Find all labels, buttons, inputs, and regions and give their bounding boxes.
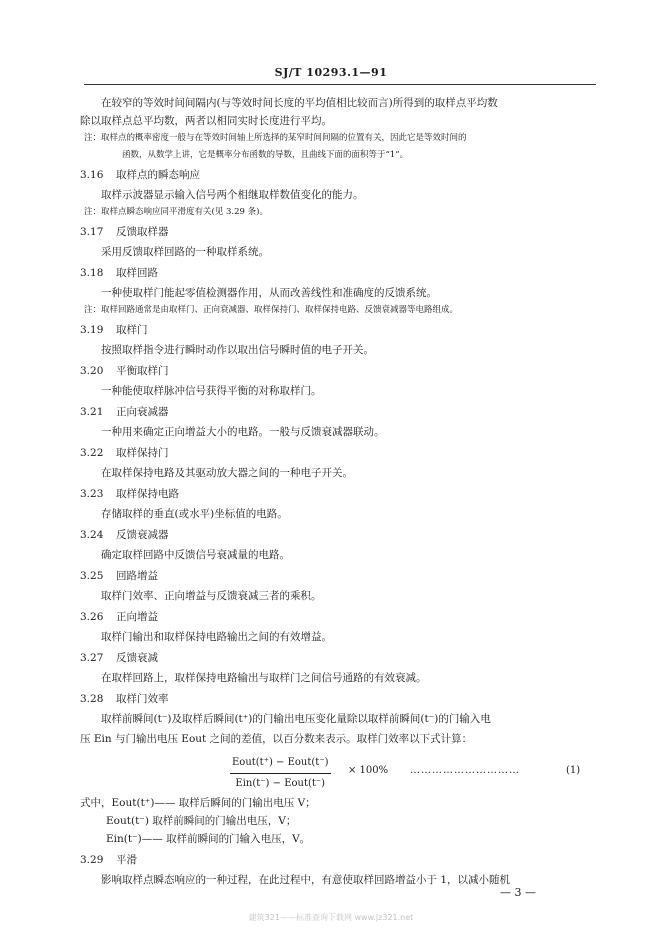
- term-definition: 一种能使取样脉冲信号获得平衡的对称取样门。: [101, 385, 322, 397]
- watermark: 建筑321——标准查询下载网 www.jz321.net: [248, 913, 414, 922]
- equation-number: (1): [566, 765, 581, 776]
- term-number: 3.17: [80, 226, 104, 238]
- term-number: 3.19: [80, 324, 104, 336]
- term-heading: [80, 362, 600, 380]
- term-number: 3.27: [80, 652, 104, 664]
- term-definition: 在取样回路上，取样保持电路输出与取样门之间信号通路的有效衰减。: [101, 672, 427, 684]
- term-name: 反馈取样器: [116, 226, 169, 238]
- term-3-27: [80, 649, 600, 687]
- term-3-26: [80, 608, 600, 646]
- formula-denominator: Ein(t⁻) − Eout(t⁻): [235, 778, 326, 789]
- term-number: 3.25: [80, 570, 104, 582]
- term-definition: 采用反馈取样回路的一种取样系统。: [101, 246, 269, 258]
- where-line1: 式中，Eout(t⁺)—— 取样后瞬间的门输出电压 V；: [80, 797, 316, 809]
- terms-list: [80, 166, 600, 687]
- standard-number: SJ/T 10293.1—91: [274, 66, 388, 79]
- intro-note-line2: 函数，从数学上讲，它是概率分布函数的导数，且曲线下面的面积等于“1”。: [122, 150, 409, 160]
- term-heading: [80, 526, 600, 544]
- intro-text-line2: 除以取样点总平均数，两者以相同实时长度进行平均。: [80, 115, 332, 127]
- term-number: 3.24: [80, 529, 104, 541]
- term-definition: 在取样保持电路及其驱动放大器之间的一种电子开关。: [101, 467, 353, 479]
- term-definition: 存储取样的垂直(或水平)坐标值的电路。: [101, 508, 288, 520]
- intro-note-line1: 注：取样点的概率密度一般与在等效时间轴上所选择的某窄时间间隔的位置有关，因此它是等效时间的: [84, 133, 467, 143]
- term-3-28: [80, 690, 600, 848]
- term-heading: [80, 166, 600, 184]
- term-heading: [80, 690, 600, 708]
- term-heading: [80, 485, 600, 503]
- term-number: 3.22: [80, 447, 104, 459]
- term-3-22: [80, 444, 600, 482]
- term-number: 3.23: [80, 488, 104, 500]
- document-body: [80, 94, 600, 889]
- term-heading: [80, 567, 600, 585]
- term-3-20: [80, 362, 600, 400]
- term-3-29: [80, 851, 600, 889]
- term-3-18: [80, 264, 600, 318]
- term-3-25: [80, 567, 600, 605]
- term-3-17: [80, 223, 600, 261]
- term-heading: [80, 403, 600, 421]
- term-note: 注：取样回路通常是由取样门、正向衰减器、取样保持门、取样保持电路、反馈衰减器等电路组成。: [84, 305, 459, 315]
- term-note: 注：取样点瞬态响应同平滑度有关(见 3.29 条)。: [84, 207, 268, 217]
- term-number: 3.28: [80, 693, 104, 705]
- term-3-19: [80, 321, 600, 359]
- term-name: 取样保持门: [116, 447, 169, 459]
- term-3-24: [80, 526, 600, 564]
- term-heading: [80, 321, 600, 339]
- term-name: 回路增益: [116, 570, 158, 582]
- efficiency-formula: [80, 752, 600, 792]
- term-definition-line1: 取样前瞬间(t⁻)及取样后瞬间(t⁺)的门输出电压变化量除以取样前瞬间(t⁻)的门输入电: [101, 713, 491, 725]
- term-definition: 取样示波器显示输入信号两个相继取样数值变化的能力。: [101, 189, 364, 201]
- term-definition: 取样门效率、正向增益与反馈衰减三者的乘积。: [101, 590, 322, 602]
- header-divider: [84, 84, 596, 85]
- term-name: 平滑: [116, 854, 137, 866]
- where-line3: Ein(t⁻)—— 取样前瞬间的门输入电压，V。: [106, 833, 311, 845]
- term-name: 正向增益: [116, 611, 158, 623]
- term-3-21: [80, 403, 600, 441]
- term-heading: [80, 444, 600, 462]
- term-name: 取样保持电路: [116, 488, 179, 500]
- term-name: 取样回路: [116, 267, 158, 279]
- term-name: 反馈衰减: [116, 652, 158, 664]
- formula-fraction: [230, 754, 331, 793]
- term-heading: [80, 851, 600, 869]
- term-number: 3.26: [80, 611, 104, 623]
- term-number: 3.20: [80, 365, 104, 377]
- formula-multiplier: × 100%: [348, 765, 389, 776]
- term-heading: [80, 649, 600, 667]
- term-heading: [80, 608, 600, 626]
- term-name: 取样门效率: [116, 693, 169, 705]
- page-number: — 3 —: [500, 886, 536, 899]
- term-number: 3.21: [80, 406, 104, 418]
- term-name: 反馈衰减器: [116, 529, 169, 541]
- term-definition: 按照取样指令进行瞬时动作以取出信号瞬时值的电子开关。: [101, 344, 374, 356]
- term-number: 3.16: [80, 169, 104, 181]
- term-number: 3.18: [80, 267, 104, 279]
- term-3-23: [80, 485, 600, 523]
- term-definition: 一种使取样门能起零值检测器作用，从而改善线性和准确度的反馈系统。: [101, 287, 437, 299]
- term-name: 平衡取样门: [116, 365, 169, 377]
- where-line2: Eout(t⁻) 取样前瞬间的门输出电压，V；: [106, 815, 297, 827]
- term-definition: 取样门输出和取样保持电路输出之间的有效增益。: [101, 631, 332, 643]
- term-definition: 一种用来确定正向增益大小的电路。一般与反馈衰减器联动。: [101, 426, 385, 438]
- term-definition: 影响取样点瞬态响应的一种过程，在此过程中，有意使取样回路增益小于 1，以减小随机: [101, 874, 511, 886]
- term-name: 取样门: [116, 324, 148, 336]
- term-3-16: [80, 166, 600, 220]
- term-name: 正向衰减器: [116, 406, 169, 418]
- term-number: 3.29: [80, 854, 104, 866]
- term-heading: [80, 223, 600, 241]
- intro-text-line1: 在较窄的等效时间间隔内(与等效时间长度的平均值相比较而言)所得到的取样点平均数: [101, 97, 498, 109]
- formula-leader-dots: …………………………: [410, 765, 520, 776]
- formula-numerator: Eout(t⁺) − Eout(t⁻): [230, 754, 331, 774]
- term-definition: 确定取样回路中反馈信号衰减量的电路。: [101, 549, 290, 561]
- term-name: 取样点的瞬态响应: [116, 169, 200, 181]
- term-heading: [80, 264, 600, 282]
- term-definition-line2: 压 Ein 与门输出电压 Eout 之间的差值，以百分数来表示。取样门效率以下式计算：: [80, 733, 473, 745]
